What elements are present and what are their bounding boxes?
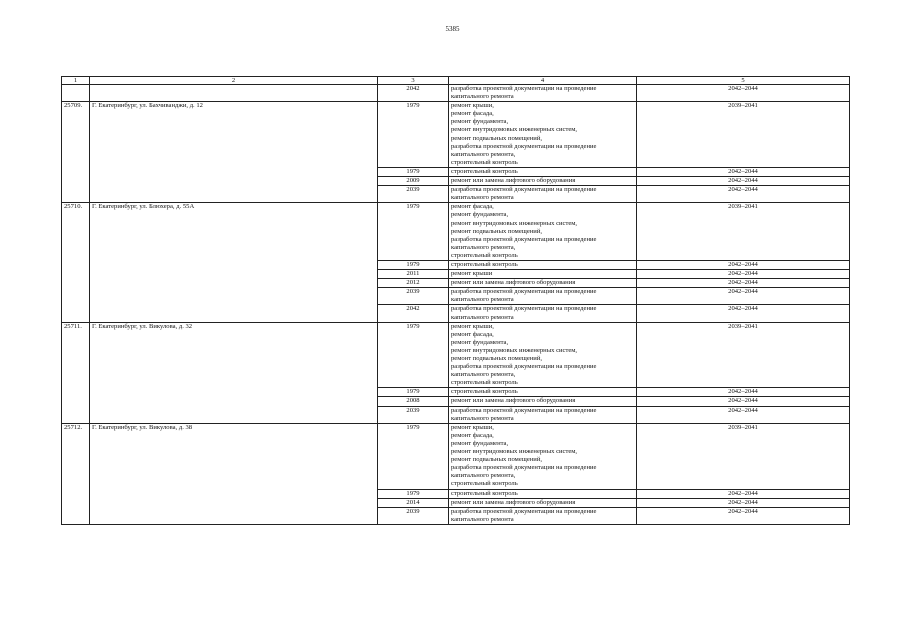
year-cell: 1979 <box>378 260 449 269</box>
work-cell: ремонт фасада, ремонт фундамента, ремонт внутридомовых инженерных систем, ремонт подвальных помещений, разработка проектной документации на проведение капитального ремонта, строительный контроль <box>449 203 637 261</box>
work-cell: ремонт или замена лифтового оборудования <box>449 397 637 406</box>
table-row <box>62 85 850 102</box>
year-cell: 1979 <box>378 489 449 498</box>
entry-address: Г. Екатеринбург, ул. Блюхера, д. 55А <box>90 203 378 322</box>
period-cell: 2039–2041 <box>637 203 850 261</box>
period-cell: 2042–2044 <box>637 260 850 269</box>
work-cell: ремонт крыши, ремонт фасада, ремонт фундамента, ремонт внутридомовых инженерных систем, ремонт подвальных помещений, разработка проектной документации на проведение капитального ремонта, строительный контроль <box>449 322 637 388</box>
period-cell: 2042–2044 <box>637 279 850 288</box>
work-cell: разработка проектной документации на проведение капитального ремонта <box>449 288 637 305</box>
period-cell: 2042–2044 <box>637 388 850 397</box>
period-cell: 2042–2044 <box>637 305 850 322</box>
period-cell: 2039–2041 <box>637 322 850 388</box>
work-cell: разработка проектной документации на проведение капитального ремонта <box>449 186 637 203</box>
entry-address: Г. Екатеринбург, ул. Бахчиванджи, д. 12 <box>90 102 378 203</box>
period-cell: 2042–2044 <box>637 397 850 406</box>
period-cell: 2042–2044 <box>637 186 850 203</box>
year-cell: 1979 <box>378 322 449 388</box>
period-cell: 2042–2044 <box>637 167 850 176</box>
period-cell: 2042–2044 <box>637 288 850 305</box>
entry-address: Г. Екатеринбург, ул. Викулова, д. 32 <box>90 322 378 423</box>
capital-repair-table <box>61 76 850 525</box>
entry-address: Г. Екатеринбург, ул. Викулова, д. 38 <box>90 423 378 524</box>
work-cell: разработка проектной документации на проведение капитального ремонта <box>449 85 637 102</box>
column-header-4: 4 <box>449 77 637 85</box>
period-cell: 2039–2041 <box>637 423 850 489</box>
table-row <box>62 322 850 388</box>
table-body <box>62 77 850 525</box>
work-cell: ремонт или замена лифтового оборудования <box>449 177 637 186</box>
work-cell: ремонт крыши <box>449 270 637 279</box>
period-cell: 2039–2041 <box>637 102 850 168</box>
year-cell: 2039 <box>378 507 449 524</box>
year-cell: 2011 <box>378 270 449 279</box>
work-cell: разработка проектной документации на проведение капитального ремонта <box>449 305 637 322</box>
year-cell: 2042 <box>378 305 449 322</box>
year-cell: 1979 <box>378 203 449 261</box>
column-header-1: 1 <box>62 77 90 85</box>
period-cell: 2042–2044 <box>637 489 850 498</box>
num-cell <box>62 85 90 102</box>
column-header-3: 3 <box>378 77 449 85</box>
work-cell: разработка проектной документации на проведение капитального ремонта <box>449 507 637 524</box>
table-row <box>62 423 850 489</box>
period-cell: 2042–2044 <box>637 507 850 524</box>
year-cell: 1979 <box>378 388 449 397</box>
work-cell: строительный контроль <box>449 167 637 176</box>
year-cell: 1979 <box>378 102 449 168</box>
year-cell: 2042 <box>378 85 449 102</box>
year-cell: 2039 <box>378 288 449 305</box>
entry-number: 25711. <box>62 322 90 423</box>
work-cell: ремонт или замена лифтового оборудования <box>449 498 637 507</box>
period-cell: 2042–2044 <box>637 270 850 279</box>
table-row <box>62 102 850 168</box>
year-cell: 2039 <box>378 406 449 423</box>
period-cell: 2042–2044 <box>637 85 850 102</box>
page-number: 5385 <box>445 25 460 33</box>
work-cell: разработка проектной документации на проведение капитального ремонта <box>449 406 637 423</box>
year-cell: 1979 <box>378 423 449 489</box>
address-cell <box>90 85 378 102</box>
work-cell: строительный контроль <box>449 388 637 397</box>
table-row <box>62 203 850 261</box>
column-header-2: 2 <box>90 77 378 85</box>
entry-number: 25709. <box>62 102 90 203</box>
column-header-5: 5 <box>637 77 850 85</box>
entry-number: 25712. <box>62 423 90 524</box>
year-cell: 1979 <box>378 167 449 176</box>
year-cell: 2039 <box>378 186 449 203</box>
year-cell: 2014 <box>378 498 449 507</box>
year-cell: 2012 <box>378 279 449 288</box>
period-cell: 2042–2044 <box>637 177 850 186</box>
work-cell: строительный контроль <box>449 489 637 498</box>
year-cell: 2008 <box>378 397 449 406</box>
year-cell: 2009 <box>378 177 449 186</box>
column-header-row <box>62 77 850 85</box>
period-cell: 2042–2044 <box>637 498 850 507</box>
work-cell: ремонт крыши, ремонт фасада, ремонт фундамента, ремонт внутридомовых инженерных систем, ремонт подвальных помещений, разработка проектной документации на проведение капитального ремонта, строительный контроль <box>449 102 637 168</box>
work-cell: ремонт крыши, ремонт фасада, ремонт фундамента, ремонт внутридомовых инженерных систем, ремонт подвальных помещений, разработка проектной документации на проведение капитального ремонта, строительный контроль <box>449 423 637 489</box>
work-cell: строительный контроль <box>449 260 637 269</box>
work-cell: ремонт или замена лифтового оборудования <box>449 279 637 288</box>
period-cell: 2042–2044 <box>637 406 850 423</box>
entry-number: 25710. <box>62 203 90 322</box>
